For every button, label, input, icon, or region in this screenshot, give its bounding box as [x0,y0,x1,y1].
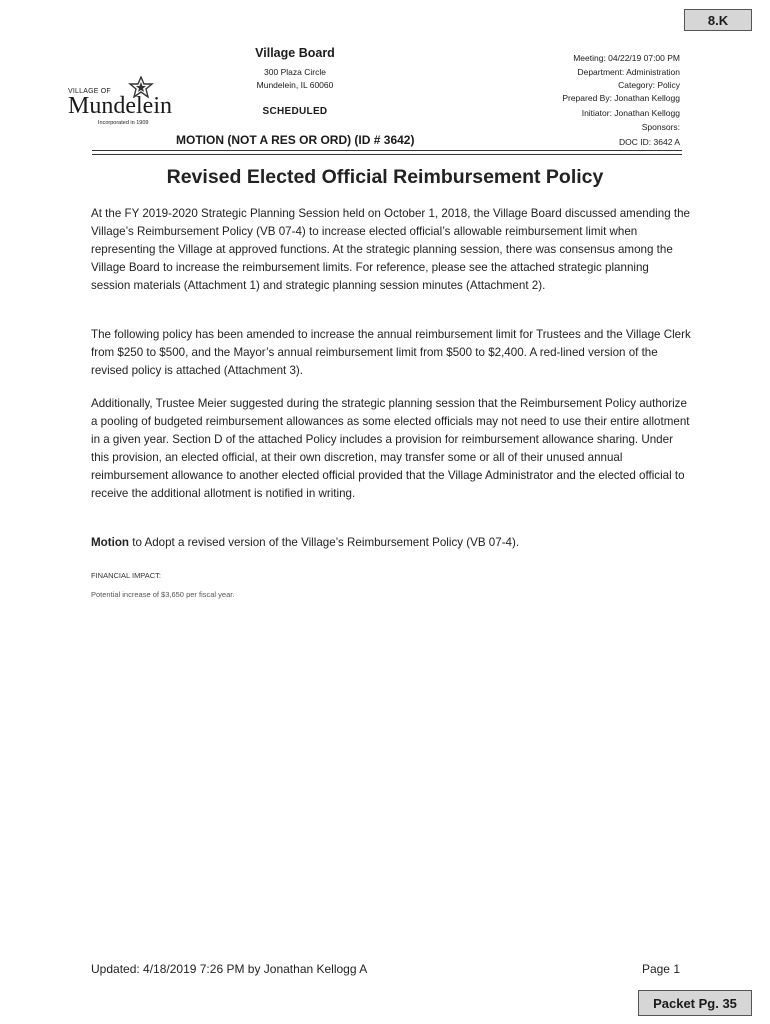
village-logo [68,76,178,126]
motion-text: to Adopt a revised version of the Village’s Reimbursement Policy (VB 07-4). [129,536,520,549]
paragraph-3: Additionally, Trustee Meier suggested during the strategic planning session that the Reimbursement Policy authorize a pooling of budgeted reimbursement allowances as some elected officials may not need to use their entire allotment in a given year. Section D of the attached Policy includes a provision for reimbursement allowance sharing. Under this provision, an elected official, at their own discretion, may transfer some or all of their unused annual reimbursement allowance to another elected official provided that the Village Administrator and the elected official to receive the additional allotment is notified in writing. [91,397,690,500]
paragraph-1: At the FY 2019-2020 Strategic Planning Session held on October 1, 2018, the Village Board discussed amending the Village’s Reimbursement Policy (VB 07-4) to increase elected official’s allowable reimbursement limit when representing the Village at approved functions. At the strategic planning session, there was consensus among the Village Board to increase the reimbursement limits. For reference, please see the attached strategic planning session materials (Attachment 1) and strategic planning session minutes (Attachment 2). [91,207,690,292]
logo-name: Mundelein [68,93,172,119]
address-line-1: 300 Plaza Circle [264,67,326,77]
meta-category: Category: Policy [618,80,680,90]
board-name: Village Board [255,46,335,60]
header-divider [92,150,682,151]
motion-label: Motion [91,536,129,549]
header-divider-thin [92,154,682,155]
meta-sponsors: Sponsors: [641,122,680,132]
footer-page-number: Page 1 [641,962,680,976]
meta-department: Department: Administration [577,67,680,77]
document-title: Revised Elected Official Reimbursement Policy [166,166,604,188]
meta-prepared-by: Prepared By: Jonathan Kellogg [562,93,680,103]
motion-id: MOTION (NOT A RES OR ORD) (ID # 3642) [176,133,415,147]
logo-incorporated: Incorporated in 1909 [98,120,149,126]
packet-page-tag: Packet Pg. 35 [638,990,752,1016]
paragraph-2: The following policy has been amended to increase the annual reimbursement limit for Trustees and the Village Clerk from $250 to $500, and the Mayor’s annual reimbursement limit from $500 to $2,400. A red-lined version of the revised policy is attached (Attachment 3). [91,328,691,377]
status-scheduled: SCHEDULED [262,106,328,117]
logo-village-of: VILLAGE OF [68,88,111,95]
address-line-2: Mundelein, IL 60060 [256,80,334,90]
meta-doc-id: DOC ID: 3642 A [619,137,680,147]
financial-impact-text: Potential increase of $3,650 per fiscal year. [91,590,235,599]
financial-impact-label: FINANCIAL IMPACT: [91,571,162,580]
motion-paragraph [91,534,691,552]
meta-initiator: Initiator: Jonathan Kellogg [581,108,680,118]
footer-updated: Updated: 4/18/2019 7:26 PM by Jonathan Kellogg A [91,962,368,976]
meta-meeting: Meeting: 04/22/19 07:00 PM [573,53,680,63]
agenda-item-tag: 8.K [684,9,752,31]
